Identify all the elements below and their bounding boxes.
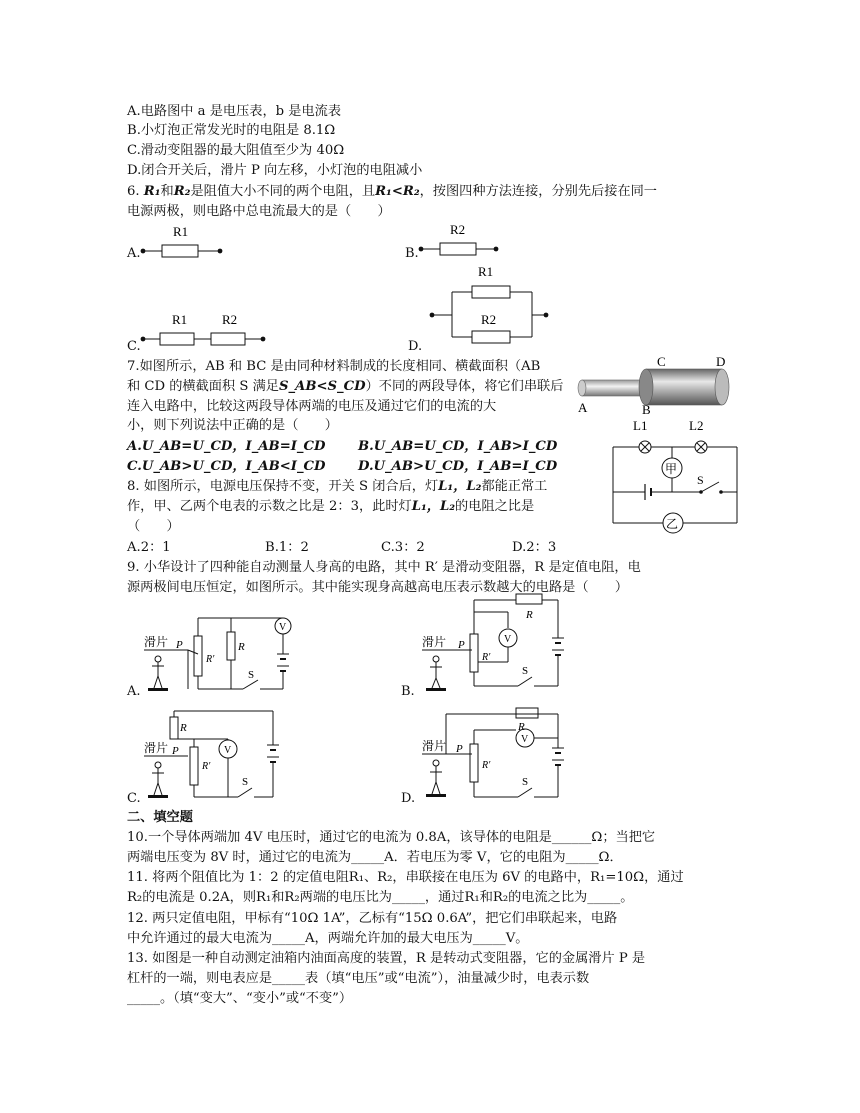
q8-meter-jia: 甲 bbox=[665, 462, 678, 476]
svg-text:R: R bbox=[518, 721, 525, 733]
svg-text:R′: R′ bbox=[482, 652, 491, 663]
q13-line2: 杠杆的一端，则电表应是_____表（填“电压”或“电流”），油量减少时，电表示数 bbox=[127, 971, 590, 986]
svg-text:R: R bbox=[238, 641, 245, 653]
q9-circuit-d bbox=[418, 700, 598, 805]
q6-circuit-c bbox=[140, 310, 280, 350]
q8-option-b: B.1：2 bbox=[265, 540, 309, 555]
svg-text:V: V bbox=[521, 734, 529, 745]
q9-option-d-label: D. bbox=[401, 791, 416, 806]
q11-line1: 11. 将两个阻值比为 1：2 的定值电阻R₁、R₂，串联接在电压为 6V 的电路中，R₁=10Ω，通过 bbox=[127, 870, 684, 885]
svg-text:R: R bbox=[526, 609, 533, 621]
q8-line2: 作，甲、乙两个电表的示数之比是 2：3，此时灯L₁，L₂的电阻之比是 bbox=[127, 499, 535, 514]
q6-line2: 电源两极，则电路中总电流最大的是（ ） bbox=[127, 204, 391, 219]
q6-d-r2-label: R2 bbox=[481, 312, 497, 327]
q7-option-b: B.U_AB=U_CD，I_AB>I_CD bbox=[358, 439, 558, 454]
svg-text:S: S bbox=[248, 669, 255, 681]
q9-circuit-b bbox=[418, 582, 598, 697]
q13-line3: _____。（填“变大”、“变小”或“不变”） bbox=[127, 991, 353, 1006]
q8-label-l2: L2 bbox=[689, 418, 704, 433]
q6-d-r1-label: R1 bbox=[478, 264, 494, 279]
q7-line4: 小，则下列说法中正确的是（ ） bbox=[127, 418, 338, 433]
q5-option-b: B.小灯泡正常发光时的电阻是 8.1Ω bbox=[127, 123, 336, 138]
svg-text:S: S bbox=[242, 776, 249, 788]
q8-line3: （ ） bbox=[127, 519, 180, 534]
q7-label-c: C bbox=[657, 354, 666, 369]
svg-text:P: P bbox=[176, 639, 183, 651]
svg-text:P: P bbox=[172, 745, 179, 757]
q6-circuit-d bbox=[428, 262, 558, 342]
q7-conductor-figure bbox=[576, 352, 736, 417]
q12-line1: 12. 两只定值电阻，甲标有“10Ω 1A”，乙标有“15Ω 0.6A”，把它们串联起来，电路 bbox=[127, 911, 618, 926]
svg-text:V: V bbox=[279, 622, 287, 633]
q12-line2: 中允许通过的最大电流为_____A，两端允许加的最大电压为_____V。 bbox=[127, 931, 529, 946]
svg-text:P: P bbox=[458, 639, 465, 651]
q6-c-r2-label: R2 bbox=[222, 312, 238, 327]
svg-text:滑片: 滑片 bbox=[422, 739, 447, 753]
q6-line1: 6. R₁和R₂是阻值大小不同的两个电阻，且R₁<R₂，按图四种方法连接，分别先后接在同一 bbox=[127, 184, 657, 199]
q6-a-resistor-label: R1 bbox=[173, 224, 189, 239]
q6-option-d-label: D. bbox=[408, 339, 423, 354]
svg-text:滑片: 滑片 bbox=[144, 741, 169, 755]
q7-option-d: D.U_AB>U_CD，I_AB=I_CD bbox=[358, 459, 558, 474]
q9-circuit-a bbox=[138, 604, 313, 699]
svg-text:V: V bbox=[504, 634, 512, 645]
q8-label-l1: L1 bbox=[633, 418, 648, 433]
q8-line1: 8. 如图所示，电源电压保持不变，开关 S 闭合后，灯L₁，L₂都能正常工 bbox=[127, 479, 548, 494]
q7-label-d: D bbox=[716, 354, 726, 369]
q6-c-r1-label: R1 bbox=[172, 312, 188, 327]
svg-text:S: S bbox=[522, 776, 529, 788]
q5-option-c: C.滑动变阻器的最大阻值至少为 40Ω bbox=[127, 143, 345, 158]
q7-option-c: C.U_AB>U_CD，I_AB<I_CD bbox=[127, 459, 326, 474]
q7-option-a: A.U_AB=U_CD，I_AB=I_CD bbox=[127, 439, 326, 454]
q8-option-c: C.3：2 bbox=[381, 540, 425, 555]
q6-option-b-label: B. bbox=[405, 246, 419, 261]
q9-option-b-label: B. bbox=[401, 684, 415, 699]
svg-text:滑片: 滑片 bbox=[144, 635, 169, 649]
q10-line1: 10.一个导体两端加 4V 电压时，通过它的电流为 0.8A，该导体的电阻是______Ω；当把它 bbox=[127, 830, 656, 845]
q6-b-resistor-label: R2 bbox=[450, 222, 466, 237]
svg-text:R′: R′ bbox=[202, 761, 211, 772]
svg-text:S: S bbox=[522, 665, 529, 677]
svg-text:R: R bbox=[180, 722, 187, 734]
q8-circuit-figure bbox=[605, 418, 755, 533]
svg-text:R′: R′ bbox=[482, 760, 491, 771]
q7-line1: 7.如图所示，AB 和 BC 是由同种材料制成的长度相同、横截面积（AB bbox=[127, 359, 541, 374]
q7-label-b: B bbox=[642, 402, 651, 417]
q6-option-a-label: A. bbox=[127, 246, 141, 261]
q5-option-d: D.闭合开关后，滑片 P 向左移，小灯泡的电阻减小 bbox=[127, 163, 423, 178]
q8-option-a: A.2：1 bbox=[127, 540, 171, 555]
q7-line3: 连入电路中，比较这两段导体两端的电压及通过它们的电流的大 bbox=[127, 399, 497, 414]
q9-option-a-label: A. bbox=[127, 684, 141, 699]
q6-circuit-b bbox=[416, 220, 536, 260]
q9-circuit-c bbox=[138, 705, 313, 805]
svg-text:V: V bbox=[224, 745, 232, 756]
q11-line2: R₂的电流是 0.2A，则R₁和R₂两端的电压比为_____，通过R₁和R₂的电流之比为_____。 bbox=[127, 890, 634, 905]
q7-label-a: A bbox=[578, 400, 588, 415]
q5-option-a: A.电路图中 a 是电压表，b 是电流表 bbox=[127, 104, 342, 119]
q6-circuit-a bbox=[140, 222, 260, 262]
q10-line2: 两端电压变为 8V 时，通过它的电流为_____A．若电压为零 V，它的电阻为_____Ω． bbox=[127, 850, 623, 865]
q7-line2: 和 CD 的横截面积 S 满足S_AB<S_CD）不同的两段导体，将它们串联后 bbox=[127, 379, 564, 394]
q13-line1: 13. 如图是一种自动测定油箱内油面高度的装置，R 是转动式变阻器，它的金属滑片 P 是 bbox=[127, 951, 646, 966]
q8-option-d: D.2：3 bbox=[512, 540, 557, 555]
q8-label-s: S bbox=[697, 473, 704, 487]
q8-meter-yi: 乙 bbox=[666, 517, 679, 531]
q9-line1: 9. 小华设计了四种能自动测量人身高的电路，其中 R′ 是滑动变阻器，R 是定值电阻，电 bbox=[127, 560, 641, 575]
q9-line2: 源两极间电压恒定，如图所示。其中能实现身高越高电压表示数越大的电路是（ ） bbox=[127, 580, 629, 595]
svg-text:R′: R′ bbox=[206, 654, 215, 665]
svg-text:P: P bbox=[456, 743, 463, 755]
svg-text:滑片: 滑片 bbox=[422, 635, 447, 649]
q6-option-c-label: C. bbox=[127, 339, 141, 354]
q9-option-c-label: C. bbox=[127, 791, 141, 806]
section-fill-in-heading: 二、填空题 bbox=[127, 810, 193, 825]
